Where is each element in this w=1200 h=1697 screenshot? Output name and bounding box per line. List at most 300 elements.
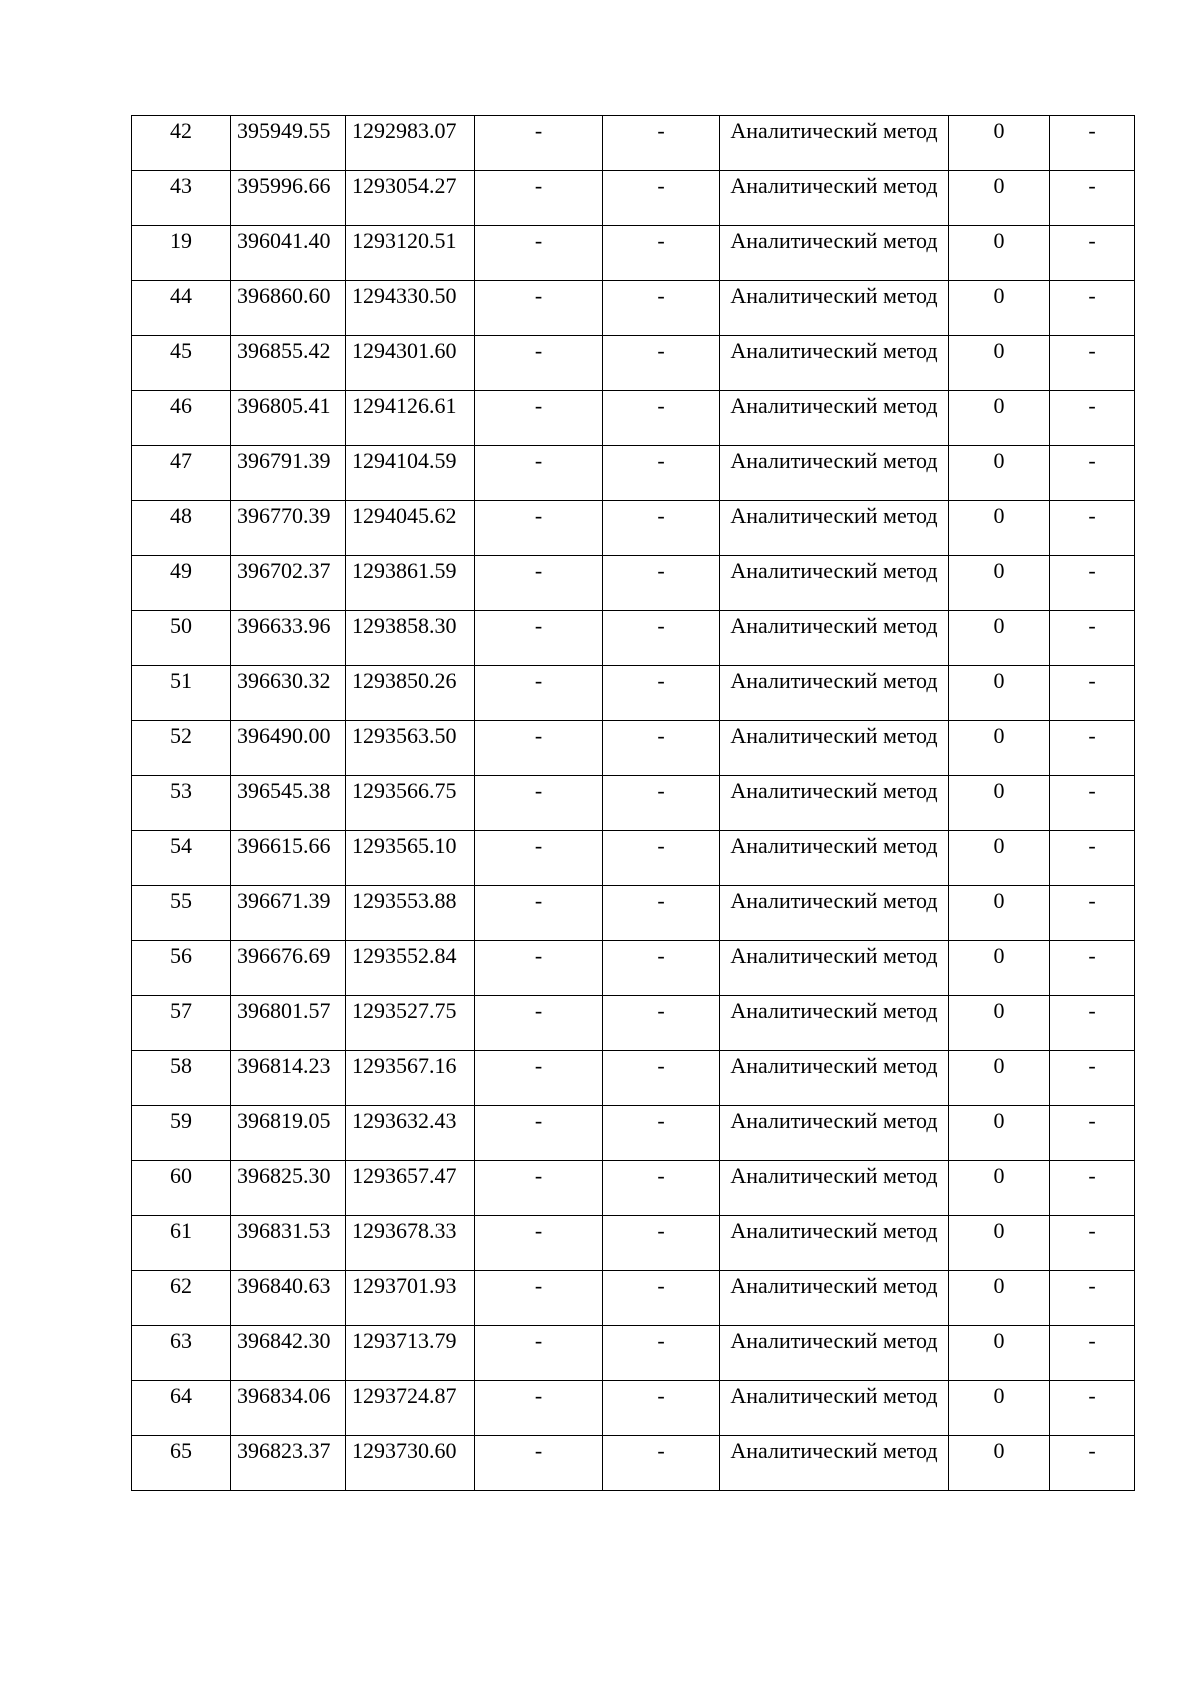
cell-col5-text: -	[657, 723, 665, 748]
cell-value	[949, 831, 1050, 886]
cell-value	[949, 501, 1050, 556]
cell-y-coordinate	[346, 281, 475, 336]
cell-col5-text: -	[657, 1163, 665, 1188]
cell-value-text: 0	[993, 448, 1005, 473]
cell-method	[720, 226, 949, 281]
cell-y-coordinate	[346, 226, 475, 281]
cell-y-coordinate-text: 1294301.60	[352, 338, 457, 363]
cell-value-text: 0	[993, 503, 1005, 528]
cell-method	[720, 391, 949, 446]
cell-col5-text: -	[657, 558, 665, 583]
cell-point-number-text: 58	[170, 1053, 192, 1078]
cell-point-number	[132, 941, 231, 996]
cell-point-number	[132, 1381, 231, 1436]
cell-x-coordinate	[231, 666, 346, 721]
cell-x-coordinate	[231, 1326, 346, 1381]
cell-x-coordinate-text: 395949.55	[237, 118, 331, 143]
cell-col4	[475, 831, 603, 886]
cell-method	[720, 721, 949, 776]
cell-col4-text: -	[534, 1108, 543, 1133]
cell-y-coordinate-text: 1293858.30	[352, 613, 457, 638]
cell-method-text: Аналитический метод	[730, 1383, 938, 1408]
cell-point-number-text: 19	[170, 228, 192, 253]
cell-col5-text: -	[657, 1438, 665, 1463]
cell-method-text: Аналитический метод	[730, 888, 938, 913]
cell-col5-text: -	[657, 888, 665, 913]
cell-point-number	[132, 446, 231, 501]
table-row	[132, 611, 1135, 666]
cell-col8-text: -	[1088, 888, 1096, 913]
cell-method	[720, 116, 949, 171]
cell-method-text: Аналитический метод	[730, 558, 938, 583]
cell-value	[949, 391, 1050, 446]
cell-point-number-text: 55	[170, 888, 192, 913]
cell-col4-text: -	[534, 888, 543, 913]
cell-col4	[475, 941, 603, 996]
cell-col5-text: -	[657, 338, 665, 363]
cell-method	[720, 996, 949, 1051]
cell-value-text: 0	[993, 1438, 1005, 1463]
cell-col8	[1050, 501, 1135, 556]
cell-method	[720, 171, 949, 226]
cell-value-text: 0	[993, 1383, 1005, 1408]
cell-col8-text: -	[1088, 668, 1096, 693]
cell-x-coordinate	[231, 1381, 346, 1436]
cell-col4-text: -	[534, 723, 543, 748]
cell-col5	[603, 171, 720, 226]
cell-method-text: Аналитический метод	[730, 173, 938, 198]
cell-col5-text: -	[657, 778, 665, 803]
cell-y-coordinate-text: 1294045.62	[352, 503, 457, 528]
cell-method	[720, 1051, 949, 1106]
cell-x-coordinate	[231, 226, 346, 281]
cell-col8-text: -	[1088, 1053, 1096, 1078]
cell-method-text: Аналитический метод	[730, 668, 938, 693]
cell-col8	[1050, 1051, 1135, 1106]
cell-col5-text: -	[657, 943, 665, 968]
cell-value	[949, 1271, 1050, 1326]
cell-point-number-text: 59	[170, 1108, 192, 1133]
cell-value-text: 0	[993, 723, 1005, 748]
cell-y-coordinate-text: 1293566.75	[352, 778, 457, 803]
cell-x-coordinate-text: 395996.66	[237, 173, 331, 198]
cell-col5	[603, 1161, 720, 1216]
cell-value	[949, 611, 1050, 666]
cell-method	[720, 1161, 949, 1216]
cell-col8-text: -	[1088, 613, 1096, 638]
cell-x-coordinate	[231, 1161, 346, 1216]
cell-point-number	[132, 1106, 231, 1161]
cell-col4	[475, 1161, 603, 1216]
cell-x-coordinate-text: 396805.41	[237, 393, 331, 418]
cell-y-coordinate	[346, 556, 475, 611]
cell-point-number-text: 52	[170, 723, 192, 748]
cell-col8	[1050, 996, 1135, 1051]
cell-method	[720, 1326, 949, 1381]
cell-x-coordinate	[231, 281, 346, 336]
cell-col8-text: -	[1088, 778, 1096, 803]
cell-col8	[1050, 446, 1135, 501]
cell-method-text: Аналитический метод	[730, 1108, 938, 1133]
table-row	[132, 226, 1135, 281]
cell-value	[949, 1326, 1050, 1381]
cell-point-number-text: 64	[170, 1383, 192, 1408]
cell-col5	[603, 446, 720, 501]
cell-col8-text: -	[1088, 1218, 1096, 1243]
cell-x-coordinate-text: 396814.23	[237, 1053, 331, 1078]
cell-value	[949, 1051, 1050, 1106]
cell-point-number-text: 56	[170, 943, 192, 968]
cell-point-number-text: 47	[170, 448, 192, 473]
cell-point-number	[132, 1326, 231, 1381]
cell-x-coordinate	[231, 1436, 346, 1491]
cell-y-coordinate	[346, 1381, 475, 1436]
cell-col5	[603, 996, 720, 1051]
cell-col4-text: -	[534, 1328, 543, 1353]
cell-value-text: 0	[993, 558, 1005, 583]
cell-value-text: 0	[993, 1108, 1005, 1133]
cell-point-number-text: 44	[170, 283, 192, 308]
cell-col4	[475, 116, 603, 171]
cell-value	[949, 1436, 1050, 1491]
table-row	[132, 1216, 1135, 1271]
cell-col8-text: -	[1088, 1383, 1096, 1408]
cell-point-number	[132, 501, 231, 556]
cell-y-coordinate-text: 1293724.87	[352, 1383, 457, 1408]
cell-col4	[475, 556, 603, 611]
cell-y-coordinate-text: 1293120.51	[352, 228, 457, 253]
cell-method	[720, 556, 949, 611]
cell-point-number-text: 65	[170, 1438, 192, 1463]
cell-x-coordinate-text: 396819.05	[237, 1108, 331, 1133]
cell-col5	[603, 501, 720, 556]
cell-col4-text: -	[534, 558, 543, 583]
cell-point-number-text: 49	[170, 558, 192, 583]
cell-method	[720, 1436, 949, 1491]
cell-col4-text: -	[534, 833, 543, 858]
cell-point-number-text: 51	[170, 668, 192, 693]
cell-col5-text: -	[657, 833, 665, 858]
cell-method-text: Аналитический метод	[730, 778, 938, 803]
cell-x-coordinate	[231, 556, 346, 611]
cell-col4	[475, 1436, 603, 1491]
cell-col4-text: -	[534, 1438, 543, 1463]
table-row	[132, 1051, 1135, 1106]
table-row	[132, 1271, 1135, 1326]
cell-method	[720, 611, 949, 666]
cell-value	[949, 226, 1050, 281]
cell-method-text: Аналитический метод	[730, 613, 938, 638]
cell-col4	[475, 886, 603, 941]
cell-col4	[475, 501, 603, 556]
cell-point-number	[132, 171, 231, 226]
table-row	[132, 501, 1135, 556]
cell-x-coordinate-text: 396671.39	[237, 888, 331, 913]
cell-value-text: 0	[993, 118, 1005, 143]
table-row	[132, 1106, 1135, 1161]
cell-x-coordinate	[231, 1271, 346, 1326]
cell-col8	[1050, 831, 1135, 886]
cell-method-text: Аналитический метод	[730, 283, 938, 308]
cell-col8-text: -	[1088, 558, 1096, 583]
cell-point-number-text: 61	[170, 1218, 192, 1243]
table-row	[132, 941, 1135, 996]
cell-method	[720, 831, 949, 886]
cell-col8	[1050, 226, 1135, 281]
cell-point-number	[132, 721, 231, 776]
cell-point-number-text: 54	[170, 833, 192, 858]
cell-col4	[475, 776, 603, 831]
cell-col4-text: -	[534, 173, 543, 198]
cell-col8	[1050, 1381, 1135, 1436]
cell-value-text: 0	[993, 888, 1005, 913]
cell-col8-text: -	[1088, 448, 1096, 473]
cell-col8	[1050, 611, 1135, 666]
cell-y-coordinate	[346, 446, 475, 501]
cell-method-text: Аналитический метод	[730, 503, 938, 528]
cell-x-coordinate	[231, 1106, 346, 1161]
cell-value-text: 0	[993, 1163, 1005, 1188]
cell-value-text: 0	[993, 1218, 1005, 1243]
cell-col5-text: -	[657, 228, 665, 253]
cell-value-text: 0	[993, 778, 1005, 803]
cell-x-coordinate	[231, 501, 346, 556]
cell-col5	[603, 116, 720, 171]
cell-value	[949, 556, 1050, 611]
cell-method	[720, 281, 949, 336]
cell-y-coordinate	[346, 776, 475, 831]
cell-method	[720, 666, 949, 721]
cell-col4	[475, 336, 603, 391]
cell-x-coordinate-text: 396791.39	[237, 448, 331, 473]
cell-value	[949, 666, 1050, 721]
cell-method-text: Аналитический метод	[730, 1053, 938, 1078]
cell-col4-text: -	[534, 118, 543, 143]
cell-method-text: Аналитический метод	[730, 1438, 938, 1463]
cell-point-number-text: 46	[170, 393, 192, 418]
cell-col5	[603, 1271, 720, 1326]
cell-method-text: Аналитический метод	[730, 1218, 938, 1243]
cell-x-coordinate	[231, 941, 346, 996]
cell-y-coordinate-text: 1293567.16	[352, 1053, 457, 1078]
cell-col8	[1050, 1216, 1135, 1271]
cell-col8	[1050, 281, 1135, 336]
cell-value	[949, 446, 1050, 501]
cell-col8-text: -	[1088, 1273, 1096, 1298]
cell-method-text: Аналитический метод	[730, 943, 938, 968]
cell-method	[720, 501, 949, 556]
cell-col5-text: -	[657, 1218, 665, 1243]
cell-point-number	[132, 116, 231, 171]
cell-y-coordinate	[346, 721, 475, 776]
cell-x-coordinate	[231, 721, 346, 776]
cell-y-coordinate-text: 1294330.50	[352, 283, 457, 308]
cell-point-number	[132, 1436, 231, 1491]
cell-y-coordinate-text: 1293563.50	[352, 723, 457, 748]
cell-method	[720, 776, 949, 831]
cell-x-coordinate-text: 396855.42	[237, 338, 331, 363]
cell-x-coordinate-text: 396801.57	[237, 998, 331, 1023]
cell-col5	[603, 1051, 720, 1106]
cell-method	[720, 1106, 949, 1161]
cell-y-coordinate	[346, 1051, 475, 1106]
cell-x-coordinate	[231, 886, 346, 941]
cell-x-coordinate-text: 396825.30	[237, 1163, 331, 1188]
cell-point-number	[132, 1051, 231, 1106]
cell-method-text: Аналитический метод	[730, 723, 938, 748]
cell-point-number	[132, 281, 231, 336]
cell-col8-text: -	[1088, 1108, 1096, 1133]
cell-point-number-text: 60	[170, 1163, 192, 1188]
cell-col4-text: -	[534, 1383, 543, 1408]
cell-point-number	[132, 1271, 231, 1326]
cell-x-coordinate	[231, 336, 346, 391]
cell-col8	[1050, 886, 1135, 941]
cell-y-coordinate-text: 1293552.84	[352, 943, 457, 968]
cell-col4-text: -	[534, 1273, 543, 1298]
cell-col5-text: -	[657, 1053, 665, 1078]
cell-y-coordinate-text: 1293730.60	[352, 1438, 457, 1463]
cell-point-number	[132, 336, 231, 391]
cell-value-text: 0	[993, 393, 1005, 418]
cell-col8	[1050, 336, 1135, 391]
cell-x-coordinate-text: 396633.96	[237, 613, 331, 638]
cell-col8-text: -	[1088, 228, 1096, 253]
cell-y-coordinate-text: 1293632.43	[352, 1108, 457, 1133]
cell-y-coordinate	[346, 996, 475, 1051]
cell-value	[949, 1216, 1050, 1271]
cell-point-number	[132, 996, 231, 1051]
cell-col5	[603, 1326, 720, 1381]
cell-col8	[1050, 1271, 1135, 1326]
cell-y-coordinate-text: 1293850.26	[352, 668, 457, 693]
cell-col4	[475, 1326, 603, 1381]
cell-method-text: Аналитический метод	[730, 393, 938, 418]
cell-point-number	[132, 391, 231, 446]
cell-col5	[603, 721, 720, 776]
cell-point-number-text: 50	[170, 613, 192, 638]
cell-col8-text: -	[1088, 283, 1096, 308]
cell-col5-text: -	[657, 998, 665, 1023]
cell-col8-text: -	[1088, 833, 1096, 858]
cell-col5	[603, 1216, 720, 1271]
cell-col4-text: -	[534, 668, 543, 693]
cell-y-coordinate	[346, 1216, 475, 1271]
table-row	[132, 1436, 1135, 1491]
cell-x-coordinate-text: 396545.38	[237, 778, 331, 803]
cell-method-text: Аналитический метод	[730, 448, 938, 473]
cell-col8-text: -	[1088, 1163, 1096, 1188]
cell-col4-text: -	[534, 393, 543, 418]
cell-y-coordinate-text: 1293553.88	[352, 888, 457, 913]
cell-point-number-text: 48	[170, 503, 192, 528]
cell-value	[949, 776, 1050, 831]
cell-y-coordinate	[346, 1161, 475, 1216]
cell-value-text: 0	[993, 338, 1005, 363]
table-row	[132, 171, 1135, 226]
cell-value-text: 0	[993, 943, 1005, 968]
cell-y-coordinate	[346, 501, 475, 556]
cell-col4	[475, 1216, 603, 1271]
cell-value-text: 0	[993, 1328, 1005, 1353]
table-row	[132, 446, 1135, 501]
cell-col5-text: -	[657, 613, 665, 638]
cell-value-text: 0	[993, 1273, 1005, 1298]
cell-point-number	[132, 886, 231, 941]
cell-y-coordinate	[346, 336, 475, 391]
cell-point-number-text: 43	[170, 173, 192, 198]
cell-x-coordinate-text: 396770.39	[237, 503, 331, 528]
cell-col8	[1050, 171, 1135, 226]
table-row	[132, 1161, 1135, 1216]
cell-col8-text: -	[1088, 998, 1096, 1023]
cell-y-coordinate-text: 1293701.93	[352, 1273, 457, 1298]
cell-value	[949, 171, 1050, 226]
cell-x-coordinate-text: 396615.66	[237, 833, 331, 858]
cell-point-number	[132, 1216, 231, 1271]
cell-col4	[475, 1381, 603, 1436]
cell-value-text: 0	[993, 833, 1005, 858]
cell-col4-text: -	[534, 943, 543, 968]
cell-col8-text: -	[1088, 173, 1096, 198]
cell-method-text: Аналитический метод	[730, 338, 938, 363]
cell-point-number-text: 53	[170, 778, 192, 803]
table-row	[132, 1326, 1135, 1381]
cell-col4	[475, 666, 603, 721]
cell-col5-text: -	[657, 1273, 665, 1298]
cell-col5	[603, 1436, 720, 1491]
cell-method	[720, 446, 949, 501]
cell-col4	[475, 281, 603, 336]
cell-col8-text: -	[1088, 338, 1096, 363]
cell-col4-text: -	[534, 613, 543, 638]
cell-col5-text: -	[657, 448, 665, 473]
table-row	[132, 1381, 1135, 1436]
cell-col5-text: -	[657, 1108, 665, 1133]
cell-value-text: 0	[993, 668, 1005, 693]
cell-col4-text: -	[534, 1218, 543, 1243]
cell-col5-text: -	[657, 1328, 665, 1353]
table-row	[132, 666, 1135, 721]
cell-value	[949, 336, 1050, 391]
cell-col4-text: -	[534, 283, 543, 308]
cell-method	[720, 941, 949, 996]
cell-method	[720, 336, 949, 391]
cell-col8	[1050, 941, 1135, 996]
cell-y-coordinate	[346, 171, 475, 226]
cell-y-coordinate-text: 1294104.59	[352, 448, 457, 473]
cell-value	[949, 941, 1050, 996]
cell-method-text: Аналитический метод	[730, 1273, 938, 1298]
cell-x-coordinate-text: 396490.00	[237, 723, 331, 748]
cell-col4	[475, 171, 603, 226]
cell-col8	[1050, 391, 1135, 446]
cell-point-number-text: 62	[170, 1273, 192, 1298]
cell-col8	[1050, 721, 1135, 776]
cell-point-number	[132, 611, 231, 666]
table-body	[132, 116, 1135, 1491]
cell-value	[949, 1106, 1050, 1161]
cell-col8	[1050, 1326, 1135, 1381]
cell-col4-text: -	[534, 778, 543, 803]
cell-y-coordinate-text: 1293565.10	[352, 833, 457, 858]
cell-col4-text: -	[534, 228, 543, 253]
cell-col4	[475, 1106, 603, 1161]
cell-x-coordinate-text: 396702.37	[237, 558, 331, 583]
table-row	[132, 116, 1135, 171]
cell-col4	[475, 1271, 603, 1326]
cell-col4	[475, 391, 603, 446]
